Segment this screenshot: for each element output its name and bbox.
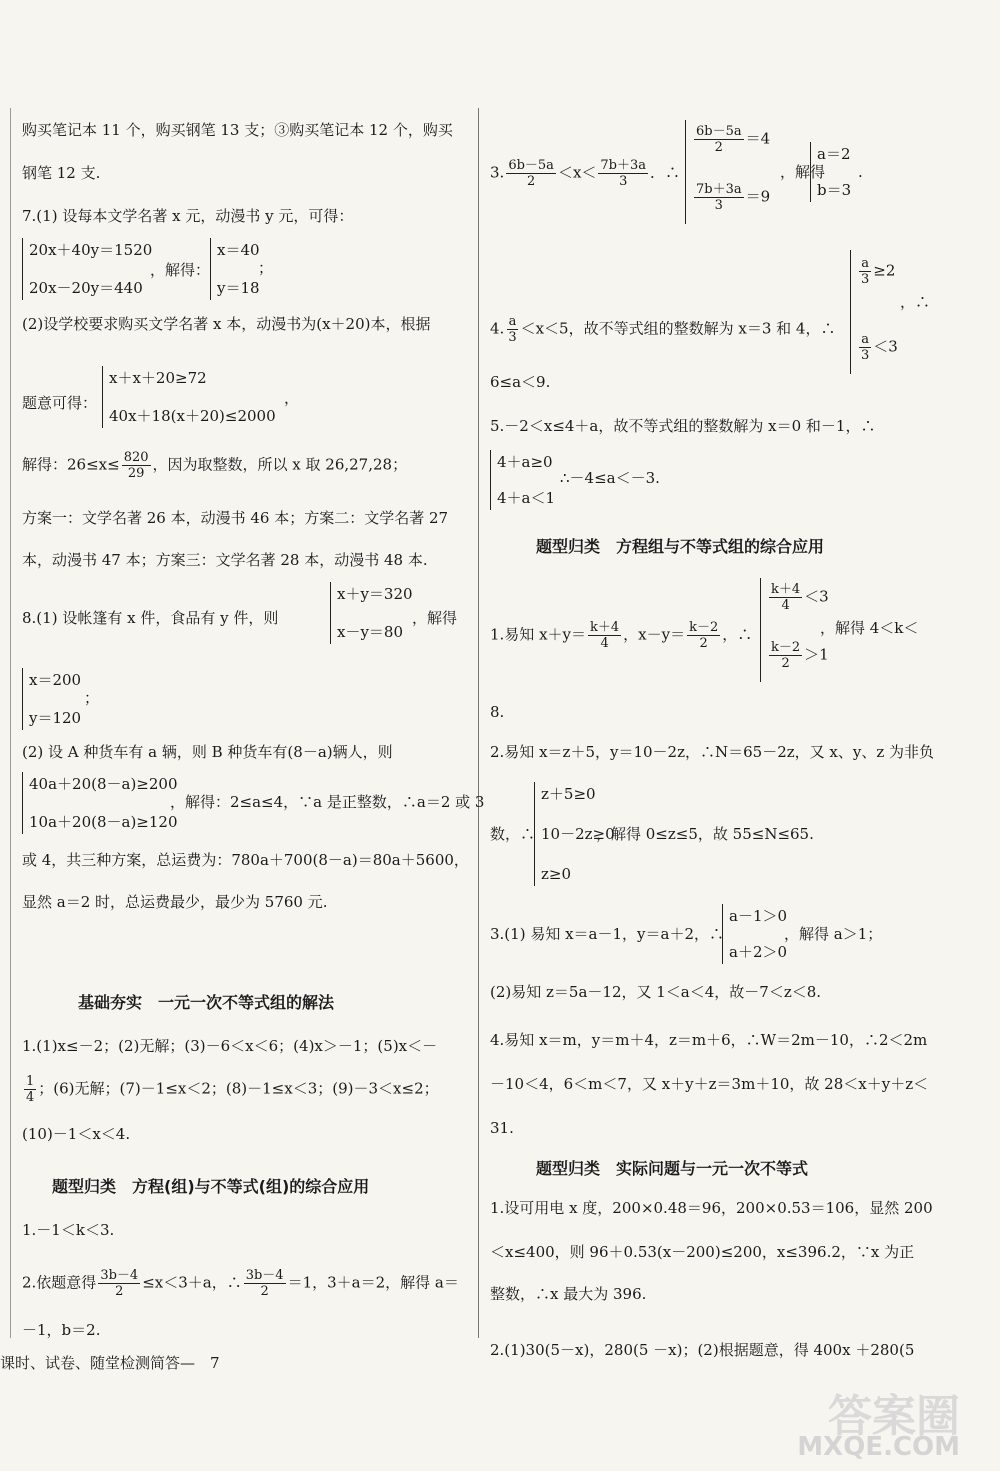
- equation: a＝2: [817, 145, 851, 163]
- numerator: 1: [26, 1074, 35, 1089]
- section-heading: 题型归类 方程(组)与不等式(组)的综合应用: [52, 1177, 370, 1196]
- text-line: [22, 450, 407, 481]
- inequality-system: [850, 250, 909, 374]
- equation: x＝200: [29, 671, 82, 689]
- page-footer: 课时、试卷、随堂检测简答— 7: [0, 1354, 220, 1372]
- denominator: 29: [127, 466, 145, 481]
- watermark-logo: 答案圈: [828, 1391, 960, 1442]
- fraction: [98, 1268, 140, 1299]
- text-line: (2)易知 z＝5a－12，又 1＜a＜4，故－7＜z＜8.: [490, 983, 822, 1001]
- text-line: 1.－1＜k＜3.: [22, 1221, 115, 1239]
- text-line: 7.(1) 设每本文学名著 x 元，动漫书 y 元，可得：: [22, 207, 354, 225]
- text-fragment: ＜x＜: [557, 163, 597, 182]
- text-fragment: ＜x＜5，故不等式组的整数解为 x＝3 和 4，∴: [520, 319, 836, 338]
- text-fragment: 3.(1) 易知 x＝a－1，y＝a＋2，∴: [490, 925, 725, 943]
- inequality: [767, 582, 829, 613]
- text-fragment: ，因为取整数，所以 x 取 26,27,28；: [152, 455, 408, 474]
- text-fragment: ＝1，3＋a＝2，解得 a＝: [287, 1273, 459, 1292]
- denominator: 2: [260, 1284, 269, 1299]
- section-heading: 题型归类 实际问题与一元一次不等式: [536, 1159, 809, 1178]
- denominator: 3: [619, 174, 628, 189]
- text-line: 本，动漫书 47 本；方案三：文学名著 28 本，动漫书 48 本.: [22, 551, 428, 569]
- equation: b＝3: [817, 181, 852, 199]
- equation-system: [330, 582, 415, 644]
- fraction: [24, 1074, 36, 1105]
- fraction: [694, 182, 744, 213]
- equation: x＋y＝320: [337, 585, 413, 603]
- numerator: k＋4: [771, 582, 801, 597]
- denominator: 2: [781, 656, 790, 671]
- numerator: a: [508, 314, 517, 329]
- numerator: 6b－5a: [508, 158, 554, 173]
- text-fragment: 题意可得：: [22, 394, 98, 412]
- inequality: 40x＋18(x＋20)≤2000: [109, 407, 276, 425]
- text-line: －1，b＝2.: [22, 1321, 101, 1339]
- inequality: 10－2z≥0: [541, 825, 615, 843]
- inequality: [857, 256, 895, 287]
- text-line: 显然 a＝2 时，总运费最少，最少为 5760 元.: [22, 893, 328, 911]
- text-line: 2.易知 x＝z＋5，y＝10－2z，∴N＝65－2z，又 x、y、z 为非负: [490, 743, 935, 761]
- text-fragment: 2.依题意得: [22, 1273, 97, 1292]
- numerator: a: [861, 256, 870, 271]
- equation: 20x－20y＝440: [29, 279, 143, 297]
- text-fragment: ，解得: [412, 609, 458, 627]
- text-line: 2.(1)30(5－x)，280(5 －x)；(2)根据题意，得 400x ＋280(5: [490, 1341, 915, 1359]
- text-fragment: ；: [258, 259, 274, 277]
- text-fragment: ∴－4≤a＜－3.: [560, 469, 660, 487]
- text-fragment: 1.易知 x＋y＝: [490, 625, 587, 644]
- text-line: [490, 314, 835, 345]
- text-fragment: ，解得：: [150, 261, 211, 279]
- inequality: 40a＋20(8－a)≥200: [29, 775, 178, 793]
- text-line: 1.(1)x≤－2；(2)无解；(3)－6＜x＜6；(4)x＞－1；(5)x＜－: [22, 1037, 438, 1055]
- text-fragment: ，解得 4＜k＜: [820, 619, 919, 637]
- numerator: k＋4: [590, 620, 620, 635]
- equation: y＝120: [29, 709, 82, 727]
- text-fragment: ≤x＜3＋a，∴: [142, 1273, 242, 1292]
- fraction: [598, 158, 648, 189]
- fraction: [694, 124, 744, 155]
- fraction: [244, 1268, 286, 1299]
- text-fragment: .: [858, 163, 863, 181]
- inequality: 4＋a≥0: [497, 453, 553, 471]
- text-line: (2) 设 A 种货车有 a 辆，则 B 种货车有(8－a)辆人，则: [22, 743, 393, 761]
- text-line: [490, 620, 752, 651]
- text-line: 4.易知 x＝m，y＝m＋4，z＝m＋6，∴W＝2m－10，∴2＜2m: [490, 1031, 928, 1049]
- text-line: 6≤a＜9.: [490, 373, 551, 391]
- text-fragment: ，x－y＝: [623, 625, 686, 644]
- text-fragment: ，: [284, 389, 300, 407]
- numerator: 820: [123, 450, 149, 465]
- denominator: 2: [115, 1284, 124, 1299]
- text-fragment: ；: [84, 689, 100, 707]
- text-line: ＜x≤400，则 96＋0.53(x－200)≤200，x≤396.2，∵x 为正: [490, 1243, 915, 1261]
- numerator: a: [861, 332, 870, 347]
- text-line: 8.(1) 设帐篷有 x 件，食品有 y 件，则: [22, 609, 279, 627]
- text-line: (10)－1＜x＜4.: [22, 1125, 131, 1143]
- denominator: 4: [600, 636, 609, 651]
- text-line: 购买笔记本 11 个，购买钢笔 13 支；③购买笔记本 12 个，购买: [22, 121, 453, 139]
- equation: [692, 182, 770, 213]
- denominator: 3: [861, 348, 870, 363]
- numerator: 3b－4: [245, 1268, 284, 1283]
- text-fragment: 3.: [490, 163, 505, 182]
- fraction: [588, 620, 621, 651]
- inequality-system: [102, 366, 307, 428]
- inequality: a＋2＞0: [729, 943, 788, 961]
- inequality-system: [22, 772, 187, 834]
- numerator: k－2: [771, 640, 801, 655]
- inequality: 10a＋20(8－a)≥120: [29, 813, 178, 831]
- value: ≥2: [873, 261, 896, 280]
- text-line: 8.: [490, 703, 505, 721]
- denominator: 4: [26, 1090, 35, 1105]
- inequality: x＋x＋20≥72: [109, 369, 207, 387]
- text-line: 方案一：文学名著 26 本，动漫书 46 本；方案二：文学名著 27: [22, 509, 449, 527]
- inequality: [857, 332, 898, 363]
- text-line: －10＜4，6＜m＜7，又 x＋y＋z＝3m＋10，故 28＜x＋y＋z＜: [490, 1075, 929, 1093]
- value: ＝9: [745, 187, 771, 206]
- denominator: 2: [699, 636, 708, 651]
- numerator: 7b＋3a: [600, 158, 647, 173]
- watermark-url: MXQE.COM: [797, 1432, 960, 1462]
- text-fragment: ．∴: [650, 163, 681, 182]
- text-fragment: ，解得：2≤a≤4，∵a 是正整数，∴a＝2 或 3: [170, 793, 485, 811]
- text-fragment: ，解得 a＞1；: [784, 925, 883, 943]
- text-fragment: 解得：26≤x≤: [22, 455, 120, 474]
- equation: x－y＝80: [337, 623, 404, 641]
- text-line: 钢笔 12 支.: [22, 164, 101, 182]
- text-line: 5.－2＜x≤4＋a，故不等式组的整数解为 x＝0 和－1，∴: [490, 417, 876, 435]
- denominator: 3: [714, 198, 723, 213]
- equation: [692, 124, 770, 155]
- text-line: 或 4，共三种方案，总运费为：780a＋700(8－a)＝80a＋5600，: [22, 851, 469, 869]
- text-line: 31.: [490, 1119, 514, 1137]
- denominator: 4: [781, 598, 790, 613]
- text-fragment: ，∴: [722, 625, 753, 644]
- fraction: [687, 620, 720, 651]
- numerator: 6b－5a: [696, 124, 742, 139]
- equation: x＝40: [217, 241, 260, 259]
- text-fragment: ，解得 0≤z≤5，故 55≤N≤65.: [596, 825, 814, 843]
- fraction: [769, 582, 802, 613]
- inequality: [767, 640, 829, 671]
- inequality: 4＋a＜1: [497, 489, 556, 507]
- section-heading: 题型归类 方程组与不等式组的综合应用: [536, 537, 825, 556]
- text-fragment: ；(6)无解；(7)－1≤x＜2；(8)－1≤x＜3；(9)－3＜x≤2；: [38, 1079, 439, 1098]
- text-fragment: 数，∴: [490, 825, 536, 843]
- fraction: [506, 158, 556, 189]
- numerator: 7b＋3a: [696, 182, 742, 197]
- text-line: 整数，∴x 最大为 396.: [490, 1285, 647, 1303]
- fraction: [859, 332, 871, 363]
- value: ＞1: [804, 645, 829, 664]
- denominator: 2: [714, 140, 723, 155]
- denominator: 3: [861, 272, 870, 287]
- numerator: 3b－4: [100, 1268, 139, 1283]
- equation: y＝18: [217, 279, 260, 297]
- text-line: (2)设学校要求购买文学名著 x 本，动漫书为(x＋20)本，根据: [22, 315, 431, 333]
- text-line: [22, 1268, 459, 1299]
- fraction: [859, 256, 871, 287]
- page-edge-line: [10, 108, 11, 1338]
- text-line: [22, 1074, 439, 1105]
- value: ＜3: [804, 587, 829, 606]
- inequality: z≥0: [541, 865, 572, 883]
- value: ＜3: [873, 337, 898, 356]
- text-line: [490, 158, 680, 189]
- text-fragment: ，∴: [900, 293, 931, 311]
- fraction: [769, 640, 802, 671]
- text-line: 1.设可用电 x 度，200×0.48＝96，200×0.53＝106，显然 200: [490, 1199, 933, 1217]
- text-fragment: ，解得: [780, 163, 826, 181]
- column-divider: [478, 108, 479, 1338]
- value: ＝4: [745, 129, 771, 148]
- inequality-system: [760, 578, 829, 682]
- solution-system: [810, 142, 865, 202]
- denominator: 3: [508, 330, 517, 345]
- denominator: 2: [526, 174, 536, 189]
- equation-system: [685, 120, 782, 224]
- inequality: a－1＞0: [729, 907, 788, 925]
- equation: 20x＋40y＝1520: [29, 241, 153, 259]
- fraction: [122, 450, 151, 481]
- inequality: z＋5≥0: [541, 785, 596, 803]
- section-heading: 基础夯实 一元一次不等式组的解法: [78, 993, 335, 1012]
- inequality-system: [490, 450, 565, 510]
- numerator: k－2: [689, 620, 719, 635]
- text-fragment: 4.: [490, 319, 505, 338]
- fraction: [506, 314, 518, 345]
